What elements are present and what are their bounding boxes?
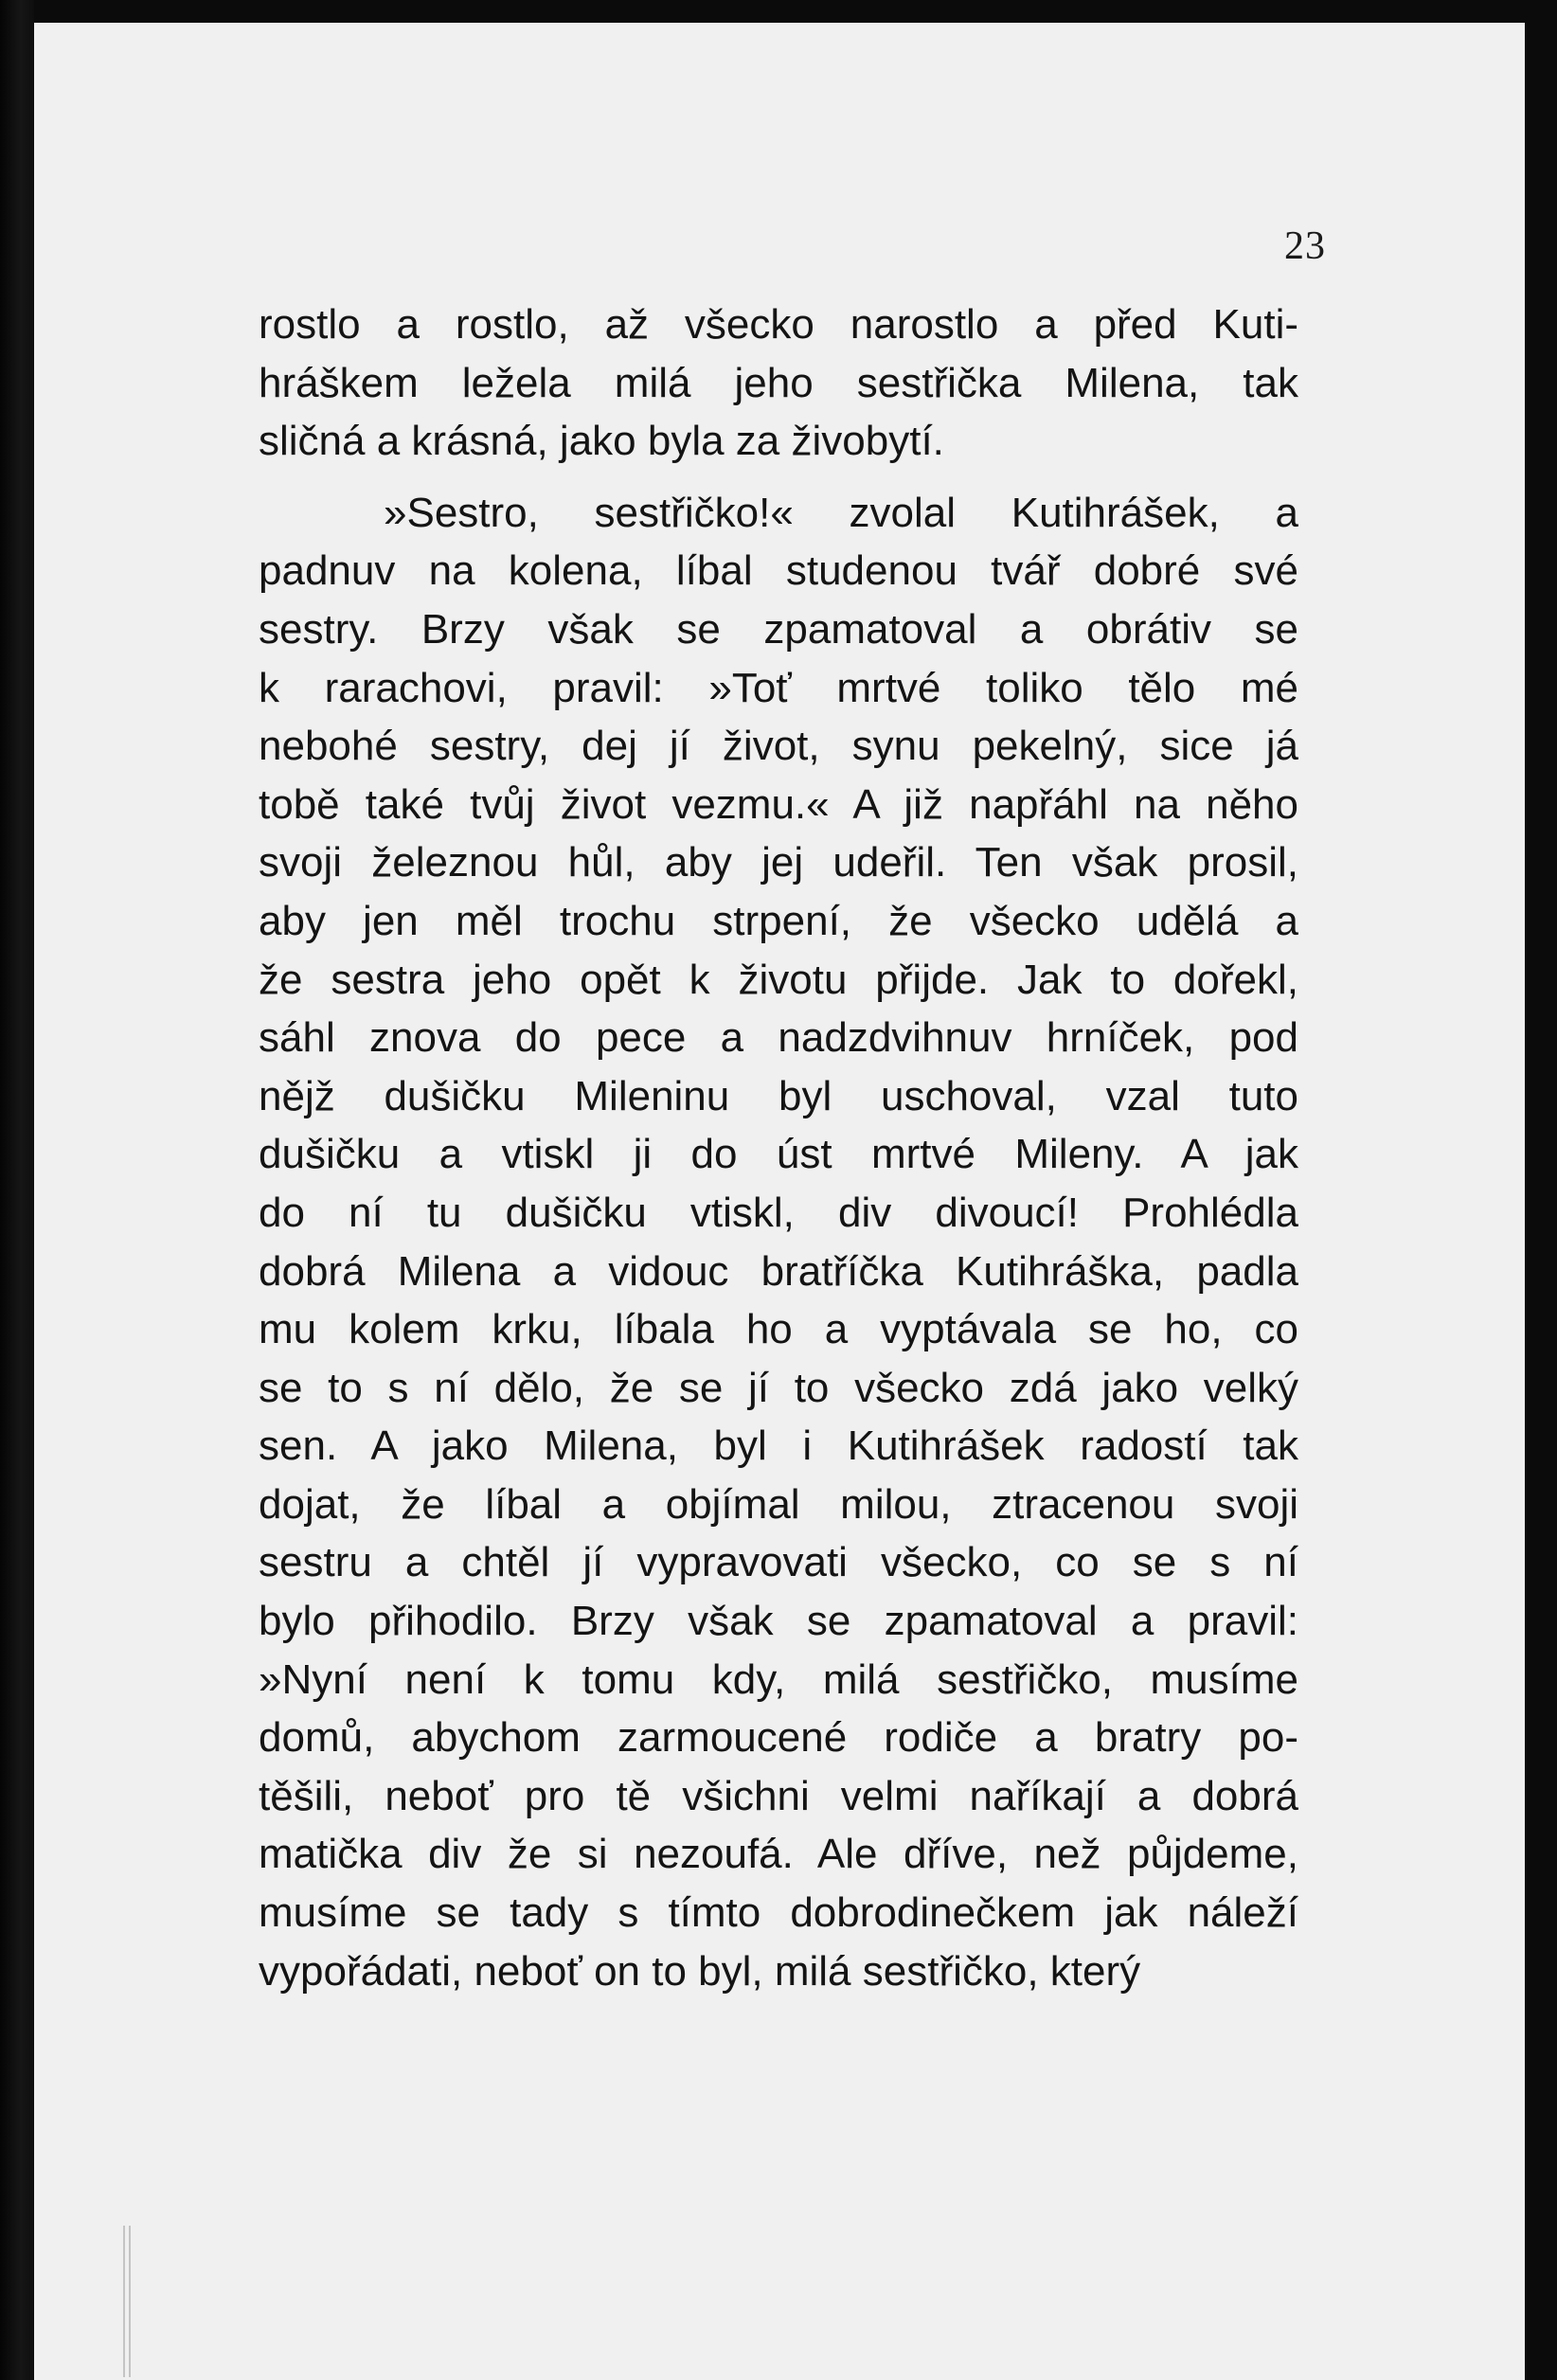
text-line: hráškem ležela milá jeho sestřička Milena, tak — [259, 359, 1298, 406]
text-line: dušičku a vtiskl ji do úst mrtvé Mileny. A jak — [259, 1131, 1298, 1178]
text-line: tobě také tvůj život vezmu.« A již napřáhl na něho — [259, 780, 1298, 828]
text-line: sen. A jako Milena, byl i Kutihrášek radostí tak — [259, 1423, 1298, 1470]
text-line: sestru a chtěl jí vypravovati všecko, co se s ní — [259, 1539, 1298, 1586]
text-line: sličná a krásná, jako byla za živobytí. — [259, 418, 944, 465]
text-line: dobrá Milena a vidouc bratříčka Kutihráška, padla — [259, 1247, 1298, 1295]
text-line: dojat, že líbal a objímal milou, ztracenou svoji — [259, 1480, 1298, 1528]
text-line: k rarachovi, pravil: »Toť mrtvé toliko tělo mé — [259, 664, 1298, 711]
text-line: rostlo a rostlo, až všecko narostlo a před Kuti- — [259, 301, 1298, 348]
text-line: padnuv na kolena, líbal studenou tvář dobré své — [259, 547, 1298, 595]
gutter-marks — [123, 2226, 142, 2377]
page-number: 23 — [1284, 224, 1326, 268]
paragraph — [259, 484, 1298, 2000]
text-line: »Sestro, sestřičko!« zvolal Kutihrášek, a — [384, 489, 1298, 536]
text-line: vypořádati, neboť on to byl, milá sestřičko, který — [259, 1947, 1141, 1995]
text-line: bylo přihodilo. Brzy však se zpamatoval a pravil: — [259, 1598, 1298, 1645]
text-line: matička div že si nezoufá. Ale dříve, než půjdeme, — [259, 1831, 1298, 1878]
text-line: těšili, neboť pro tě všichni velmi naříkají a dobrá — [259, 1772, 1298, 1819]
text-line: nějž dušičku Mileninu byl uschoval, vzal tuto — [259, 1072, 1298, 1119]
text-line: mu kolem krku, líbala ho a vyptávala se ho, co — [259, 1306, 1298, 1353]
body-text — [259, 295, 1298, 2000]
text-line: svoji železnou hůl, aby jej udeřil. Ten však prosil, — [259, 839, 1298, 886]
text-line: »Nyní není k tomu kdy, milá sestřičko, musíme — [259, 1655, 1298, 1703]
paragraph — [259, 295, 1298, 471]
text-line: že sestra jeho opět k životu přijde. Jak to dořekl, — [259, 956, 1298, 1003]
text-line: domů, abychom zarmoucené rodiče a bratry po- — [259, 1714, 1298, 1762]
text-line: sáhl znova do pece a nadzdvihnuv hrníček, pod — [259, 1014, 1298, 1062]
text-line: nebohé sestry, dej jí život, synu pekelný, sice já — [259, 723, 1298, 770]
text-line: do ní tu dušičku vtiskl, div divoucí! Prohlédla — [259, 1189, 1298, 1236]
book-binding-edge — [0, 0, 34, 2380]
text-line: se to s ní dělo, že se jí to všecko zdá jako velký — [259, 1364, 1298, 1411]
text-line: sestry. Brzy však se zpamatoval a obrátiv se — [259, 605, 1298, 653]
text-line: aby jen měl trochu strpení, že všecko udělá a — [259, 897, 1298, 944]
text-line: musíme se tady s tímto dobrodinečkem jak náleží — [259, 1889, 1298, 1937]
